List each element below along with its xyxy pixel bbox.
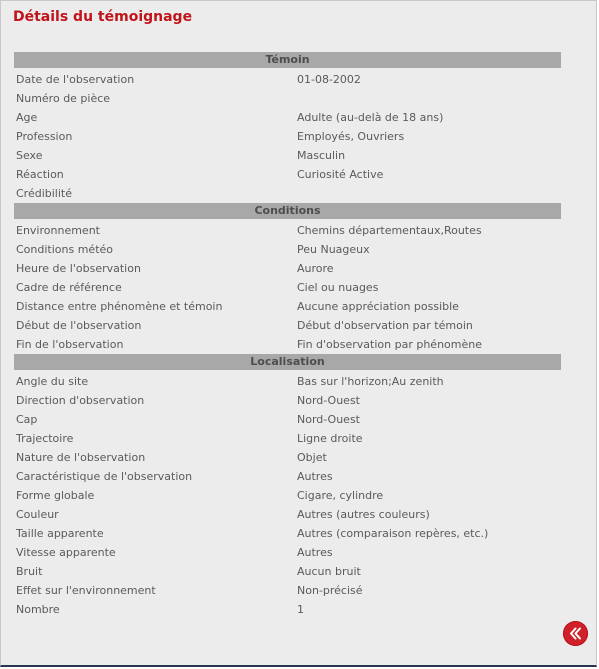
detail-row: [14, 70, 561, 89]
detail-value: Nord-Ouest: [297, 394, 360, 407]
detail-label: Environnement: [16, 224, 100, 237]
detail-value: Début d'observation par témoin: [297, 319, 473, 332]
detail-value: Cigare, cylindre: [297, 489, 384, 502]
detail-label: Caractéristique de l'observation: [16, 470, 193, 483]
detail-label: Bruit: [16, 565, 43, 578]
detail-value: Employés, Ouvriers: [297, 130, 405, 143]
detail-label: Vitesse apparente: [16, 546, 116, 559]
detail-value: Curiosité Active: [297, 168, 384, 181]
detail-label: Heure de l'observation: [16, 262, 141, 275]
detail-label: Trajectoire: [16, 432, 74, 445]
detail-row: [14, 505, 561, 524]
detail-label: Crédibilité: [16, 187, 72, 200]
detail-row: [14, 391, 561, 410]
detail-row: [14, 316, 561, 335]
section-header: Conditions: [14, 203, 561, 219]
detail-value: Ligne droite: [297, 432, 363, 445]
detail-value: Autres: [297, 470, 333, 483]
detail-value: Masculin: [297, 149, 346, 162]
detail-label: Fin de l'observation: [16, 338, 124, 351]
detail-label: Nombre: [16, 603, 60, 616]
detail-label: Effet sur l'environnement: [16, 584, 156, 597]
detail-row: [14, 335, 561, 354]
detail-row: [14, 240, 561, 259]
detail-row: [14, 372, 561, 391]
detail-row: [14, 297, 561, 316]
detail-label: Angle du site: [16, 375, 89, 388]
detail-label: Numéro de pièce: [16, 92, 111, 105]
detail-value: Aucun bruit: [297, 565, 361, 578]
details-table: [14, 52, 561, 619]
detail-row: [14, 184, 561, 203]
detail-label: Direction d'observation: [16, 394, 145, 407]
detail-row: [14, 259, 561, 278]
detail-label: Début de l'observation: [16, 319, 142, 332]
detail-value: Non-précisé: [297, 584, 363, 597]
section-header: Localisation: [14, 354, 561, 370]
detail-row: [14, 524, 561, 543]
detail-value: Fin d'observation par phénomène: [297, 338, 482, 351]
detail-value: Nord-Ouest: [297, 413, 360, 426]
detail-label: Forme globale: [16, 489, 95, 502]
detail-row: [14, 146, 561, 165]
detail-value: Peu Nuageux: [297, 243, 370, 256]
detail-value: Adulte (au-delà de 18 ans): [297, 111, 444, 124]
detail-label: Couleur: [16, 508, 59, 521]
detail-row: [14, 165, 561, 184]
detail-row: [14, 410, 561, 429]
detail-label: Date de l'observation: [16, 73, 135, 86]
detail-row: [14, 486, 561, 505]
detail-label: Distance entre phénomène et témoin: [16, 300, 223, 313]
detail-value: 1: [297, 603, 304, 616]
detail-value: Aurore: [297, 262, 334, 275]
detail-value: Objet: [297, 451, 327, 464]
detail-value: Autres (autres couleurs): [297, 508, 430, 521]
detail-row: [14, 89, 561, 108]
page-title: Détails du témoignage: [13, 9, 193, 25]
detail-label: Profession: [16, 130, 73, 143]
detail-row: [14, 467, 561, 486]
detail-row: [14, 562, 561, 581]
detail-value: Autres (comparaison repères, etc.): [297, 527, 489, 540]
detail-row: [14, 221, 561, 240]
detail-row: [14, 600, 561, 619]
detail-label: Cap: [16, 413, 38, 426]
detail-label: Nature de l'observation: [16, 451, 146, 464]
detail-label: Taille apparente: [16, 527, 104, 540]
detail-row: [14, 543, 561, 562]
detail-label: Age: [16, 111, 38, 124]
detail-label: Sexe: [16, 149, 43, 162]
detail-row: [14, 448, 561, 467]
detail-label: Cadre de référence: [16, 281, 122, 294]
detail-label: Réaction: [16, 168, 64, 181]
detail-row: [14, 429, 561, 448]
section-header: Témoin: [14, 52, 561, 68]
detail-row: [14, 278, 561, 297]
detail-value: 01-08-2002: [297, 73, 361, 86]
detail-value: Bas sur l'horizon;Au zenith: [297, 375, 444, 388]
detail-value: Chemins départementaux,Routes: [297, 224, 482, 237]
detail-value: Aucune appréciation possible: [297, 300, 459, 313]
detail-value: Ciel ou nuages: [297, 281, 379, 294]
detail-value: Autres: [297, 546, 333, 559]
detail-row: [14, 108, 561, 127]
back-button[interactable]: [563, 621, 588, 646]
double-chevron-left-icon: [563, 621, 588, 646]
detail-label: Conditions météo: [16, 243, 114, 256]
detail-row: [14, 127, 561, 146]
detail-row: [14, 581, 561, 600]
